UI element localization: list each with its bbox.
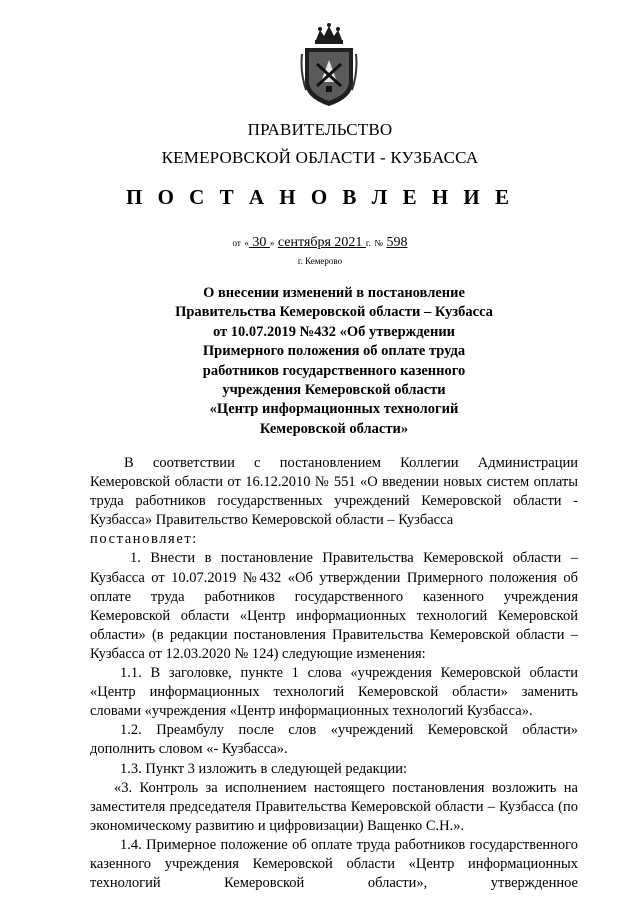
decree-word: постановляет:	[90, 531, 198, 548]
preamble-paragraph: В соответствии с постановлением Коллегии Администрации Кемеровской области от 16.12.2010 № 551 «О введении новых систем оплаты труда работников государственных учреждений Кемеровской области - Кузбасса» Правительство Кемеровской области – Кузбасса	[90, 455, 578, 529]
date-close-quote: »	[269, 238, 275, 248]
document-body	[90, 454, 578, 893]
heading-line: Примерного положения об оплате труда	[202, 343, 466, 360]
document-number: 598	[386, 235, 408, 250]
heading-line: от 10.07.2019 №432 «Об утверждении	[212, 323, 456, 340]
heading-line: Правительства Кемеровской области – Кузбасса	[175, 304, 493, 321]
heading-line: «Центр информационных технологий	[209, 401, 459, 418]
clause-1-3-quote: «3. Контроль за исполнением настоящего постановления возложить на заместителя председателя Правительства Кемеровской области – Кузбасса (по экономическому развитию и цифровизации) Ващенко С.Н.».	[90, 779, 578, 834]
date-prefix: от	[232, 238, 241, 248]
date-open-quote: «	[244, 238, 249, 248]
clause-1-1: 1.1. В заголовке, пункте 1 слова «учреждения Кемеровской области «Центр информационных технологий Кемеровской области» заменить словами «учреждения «Центр информационных технологий Кузбасса».	[90, 665, 578, 720]
document-type-title: П О С Т А Н О В Л Е Н И Е	[125, 185, 514, 209]
clause-1: 1. Внести в постановление Правительства Кемеровской области – Кузбасса от 10.07.2019 №432 «Об утверждении Примерного положения об оплате труда работников государственного казенного учреждения Кемеровской области «Центр информационных технологий Кемеровской области» (в редакции постановления Правительства Кемеровской области – Кузбасса от 12.03.2020 № 124) следующие изменения:	[90, 550, 578, 662]
date-line	[0, 235, 640, 251]
number-sign: №	[374, 238, 383, 248]
heading-line: О внесении изменений в постановление	[203, 285, 465, 301]
clause-1-2: 1.2. Преамбулу после слов «учреждений Кемеровской области» дополнить словом «- Кузбасса».	[90, 722, 578, 758]
clause-1-3: 1.3. Пункт 3 изложить в следующей редакции:	[120, 760, 408, 777]
heading-line: учреждения Кемеровской области	[222, 382, 446, 399]
heading-line: работников государственного казенного	[202, 362, 466, 379]
document-heading	[90, 284, 578, 439]
date-day: 30	[248, 235, 270, 250]
date-year-suffix: г.	[365, 238, 371, 248]
government-name-line-2: КЕМЕРОВСКОЙ ОБЛАСТИ - КУЗБАССА	[161, 148, 479, 167]
coat-of-arms-icon	[299, 20, 359, 110]
clause-1-4: 1.4. Примерное положение об оплате труда работников государственного казенного учреждения Кемеровской области «Центр информационных технологий Кемеровской области», утвержденное	[90, 836, 578, 892]
government-name-line-1: ПРАВИТЕЛЬСТВО	[247, 120, 393, 139]
city-label: г. Кемерово	[297, 256, 343, 266]
heading-line: Кемеровской области»	[259, 420, 409, 437]
date-month-year: сентября 2021	[277, 235, 366, 250]
